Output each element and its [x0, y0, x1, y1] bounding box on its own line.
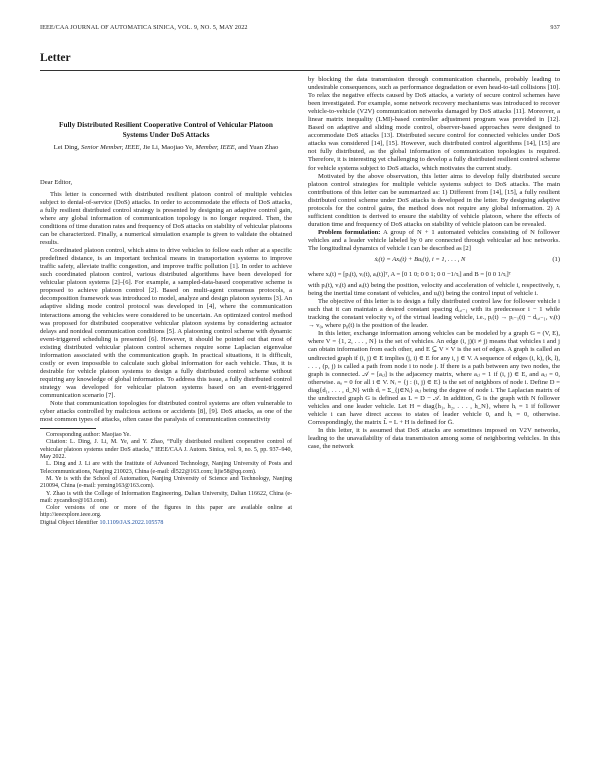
heading-rule — [40, 70, 560, 71]
color-footnote: Color versions of one or more of the figures in this paper are available online at http://ieeexplore.ieee.org. — [40, 505, 292, 519]
citation-footnote: Citation: L. Ding, J. Li, M. Ye, and Y. Zhao, “Fully distributed resilient cooperative control of vehicular platoon systems under DoS attacks,” IEEE/CAA J. Autom. Sinica, vol. 9, no. 5, pp. 937–940, May 2022. — [40, 439, 292, 461]
author-name: Lei Ding, — [53, 144, 81, 152]
doi-line — [40, 520, 292, 527]
left-column — [40, 76, 292, 527]
affiliation-footnote: Y. Zhao is with the College of Information Engineering, Dalian University, Dalian 116622, China (e-mail: zycandice@163.com). — [40, 490, 292, 504]
footnote: Corresponding author: Maojiao Ye. — [46, 432, 131, 439]
problem-text: A group of N + 1 automated vehicles consisting of N follower vehicles and a leader vehicle labeled by 0 are connected through vehicular ad hoc networks. The longitudinal dynamics of vehicle i can be described as [2] — [308, 228, 560, 252]
affiliation-footnote: M. Ye is with the School of Automation, Nanjing University of Science and Technology, Nanjing 210094, China (e-mail: yeming163@163.com). — [40, 475, 292, 490]
body-paragraph: by blocking the data transmission through communication channels, probably leading to undesirable consequences, such as performance degradation or even head-to-tail collisions [10]. To relax the negative effects caused by DoS attacks, a variety of secure control schemes have been investigated. For example, some network recovery mechanisms was introduced to recover vehicle-to-vehicle (V2V) communication networks damaged by DoS attacks [11]. Moreover, a linear matrix inequality (LMI)-based controller adjustment program was provided in [12]. Based on adaptive and sliding mode control, observer-based approaches were designed to accommodate DoS attacks [13]. Distributed secure control for connected vehicles under DoS attacks was considered [14], [15]. However, such distributed control algorithms [14], [15] are not fully distributed, as the global information of communication topologies is required. Therefore, it is interesting yet challenging to develop a fully distributed resilient control scheme for vehicle systems subject to DoS attacks, which motivates the current study. — [308, 76, 560, 172]
footnote-rule — [40, 428, 96, 429]
journal-title: IEEE/CAA JOURNAL OF AUTOMATICA SINICA, VOL. 9, NO. 5, MAY 2022 — [40, 24, 248, 31]
body-paragraph: In this letter, it is assumed that DoS attacks are sometimes imposed on V2V networks, leading to the unavailability of data transmission among some of neighboring vehicles. In this case, the network — [308, 426, 560, 451]
body-paragraph: This letter is concerned with distributed resilient platoon control of multiple vehicles subject to denial-of-service (DoS) attacks. In order to accommodate the effects of DoS attacks, a fully resilient distributed control strategy is presented by designing an adaptive control gain, where any global information of communication topology is no longer required. Then, the conditions of time duration rates and frequency of DoS attacks on stability of vehicular platoons can be characterized. Finally, a numerical simulation example is given to validate the obtained results. — [40, 190, 292, 247]
running-head — [40, 24, 560, 34]
salutation: Dear Editor, — [40, 178, 73, 186]
author-role: Member, IEEE — [195, 144, 235, 152]
doi-link[interactable]: 10.1109/JAS.2022.105578 — [99, 519, 164, 526]
paper-title: Fully Distributed Resilient Cooperative Control of Vehicular Platoon Systems Under DoS Attacks — [59, 120, 273, 139]
author-name: , and Yuan Zhao — [234, 144, 279, 152]
matrix-definition: where xᵢ(t) = [pᵢ(t), vᵢ(t), aᵢ(t)]ᵀ, A = [0 1 0; 0 0 1; 0 0 −1/τᵢ] and B = [0 0 1/τᵢ]ᵀ — [308, 271, 512, 279]
equation-number: (1) — [552, 256, 560, 264]
body-paragraph: with pᵢ(t), vᵢ(t) and aᵢ(t) being the position, velocity and acceleration of vehicle i, respectively, τᵢ being the inertial time constant of vehicles, and uᵢ(t) being the control input of vehicle i. — [308, 282, 560, 298]
author-name: , Jie Li, Maojiao Ye, — [139, 144, 196, 152]
body-paragraph: In this letter, exchange information among vehicles can be modeled by a graph G = (V, E), where V = {1, 2, . . . , N} is the set of vehicles. An edge (i, j)(i ≠ j) means that vehicles i and j can obtain information from each other, and E ⊆ V × V is the set of edges. A graph is called an undirected graph if (i, j) ∈ E implies (j, i) ∈ E for any i, j ∈ V. A sequence of edges (i, k), (k, l), . . . , (p, j) is called a path from node i to node j. If there is a path between any two nodes, the graph is connected. 𝒜 = [aᵢⱼ] is the adjacency matrix, where aᵢⱼ = 1 if (i, j) ∈ E, and aᵢⱼ = 0, otherwise. aᵢᵢ = 0 for all i ∈ V. Nᵢ = {j : (i, j) ∈ E} is the set of neighbors of node i. Define D = diag{d₁, . . . , d_N} with dᵢ = Σ_{j∈Nᵢ} aᵢⱼ being the degree of node i. The Laplacian matrix of the undirected graph G is defined as L = D − 𝒜. In addition, Ḡ is the graph with N follower vehicles and one leader vehicle. Let H = diag{h₁, h₂, . . . , h_N}, where hᵢ = 1 if follower vehicle i can have direct access to states of leader vehicle 0, and hᵢ = 0, otherwise. Correspondingly, the matrix L̂ = L + H is defined for Ḡ. — [308, 330, 560, 426]
body-paragraph: Note that communication topologies for distributed control systems are often vulnerable to cyber attacks controlled by malicious actions or accidents [8], [9]. DoS attacks, as one of the most common types of attacks, often cause the paralysis of communication connectivity — [40, 400, 292, 424]
equation-text: ẋᵢ(t) = Axᵢ(t) + Buᵢ(t), i = 1, . . . , N — [374, 256, 466, 264]
problem-paragraph — [308, 229, 560, 253]
right-column — [308, 76, 560, 451]
equation-1 — [308, 256, 560, 268]
page-number: 937 — [550, 24, 560, 31]
affiliation-footnote: L. Ding and J. Li are with the Institute of Advanced Technology, Nanjing University of Posts and Telecommunications, Nanjing 210023, China (e-mail: dl522@163.com; lijie58@qq.com). — [40, 461, 292, 475]
body-paragraph: Motivated by the above observation, this letter aims to develop fully distributed secure platoon control strategies for multiple vehicle systems subject to DoS attacks. The main contributions of this letter can be summarized as: 1) Different from [14], [15], a fully resilient distributed control scheme under DoS attacks is developed in the letter. By designing adaptive protocols for the control gains, the method does not require any global information. 2) A sufficient condition is derived to ensure the stability of vehicle platoon, where the effects of duration time and frequency of DoS attacks on stability of vehicle platoon can be revealed. — [308, 172, 560, 228]
section-heading: Letter — [40, 52, 71, 64]
doi-label: Digital Object Identifier — [40, 519, 100, 526]
body-paragraph: Coordinated platoon control, which aims to drive vehicles to follow each other at a specific predefined distance, is an important technical means in transportation systems to improve traffic safety, alleviate traffic congestion, and improve traffic pollution [1]. In order to achieve such coordinated platoon control, various distributed algorithms have been developed for vehicular platoon systems [2]–[6]. For example, a sampled-data-based cooperative scheme is proposed to achieve platoon control [2]. Based on multi-agent consensus protocols, a decomposition framework was introduced to model, analyze and design platoon systems [3]. An adaptive sliding mode control protocol was developed in [4], where the communication interactions among the vehicles were considered to be uncertain. An optimized control method was proposed for distributed cooperative vehicular platoon systems by considering actuator delays and nonideal communication conditions [5]. A platooning control scheme with dynamic event-triggered scheduling is presented [6]. However, it should be pointed out that most of existing distributed vehicular platoon control schemes require some Laplacian eigenvalue information associated with the communication graph. In practical situations, it is difficult, costly or even impossible to calculate such global information for each vehicle. Thus, it is desirable for vehicle platoon systems to design a fully distributed control scheme without requiring any knowledge of global information. To address this issue, a fully distributed control strategy was developed for vehicular platoon systems based on an event-triggered communication scenario [7]. — [40, 247, 292, 399]
author-list — [50, 144, 282, 153]
author-role: Senior Member, IEEE — [80, 144, 140, 152]
problem-label: Problem formulation: — [318, 228, 381, 236]
body-paragraph: The objective of this letter is to design a fully distributed control law for follower vehicle i such that it can maintain a desired constant spacing dᵢ,ᵢ₋₁ with its predecessor i − 1 while tracking the constant velocity v₀ of the virtual leading vehicle, i.e., pᵢ(t) → pᵢ₋₁(t) − dᵢ,ᵢ₋₁, vᵢ(t) → v₀, where p₀(t) is the position of the leader. — [308, 298, 560, 330]
